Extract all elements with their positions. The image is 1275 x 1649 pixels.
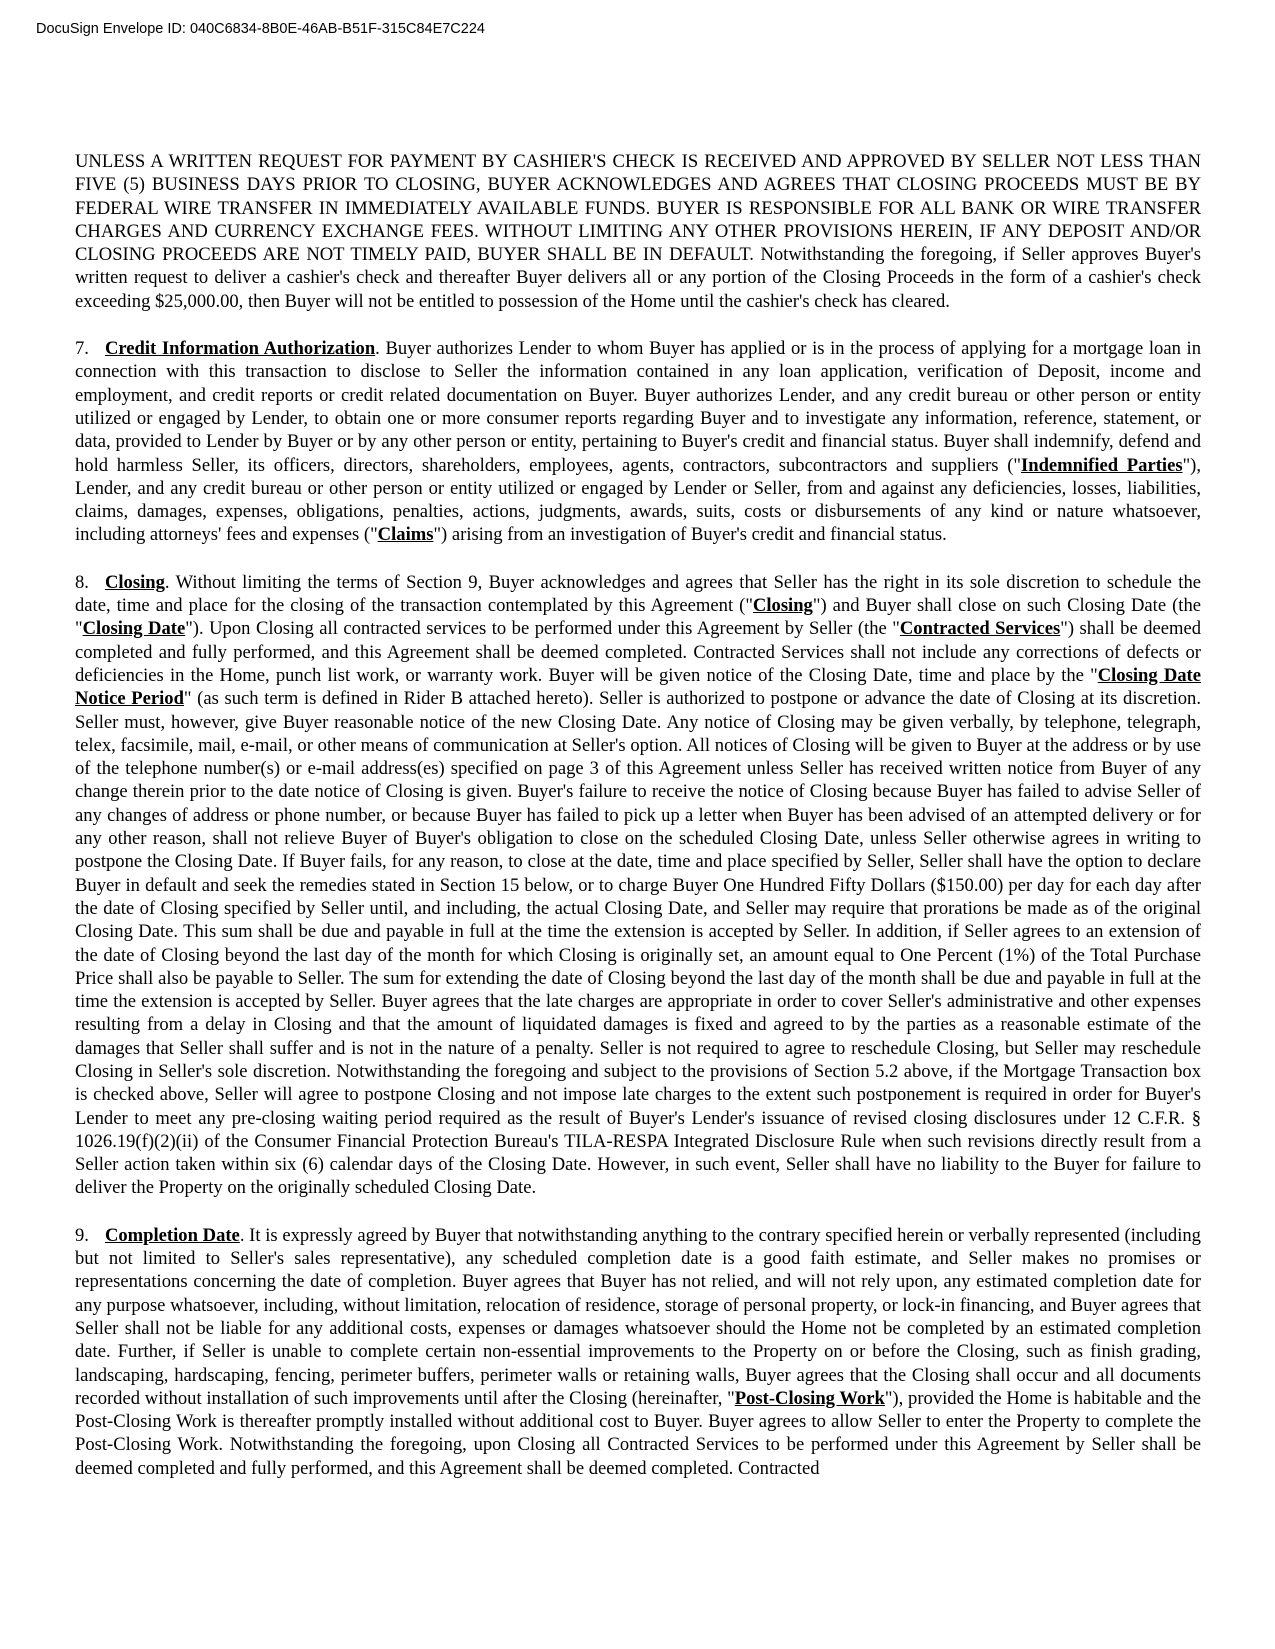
section-number: 9.	[75, 1224, 89, 1246]
section-number: 8.	[75, 571, 89, 593]
section-text: . It is expressly agreed by Buyer that notwithstanding anything to the contrary specified herein or verbally represented (including but not limited to Seller's sales representative), any scheduled completion date is a good faith estimate, and Seller makes no promises or representations concerning the date of completion. Buyer agrees that Buyer has not relied, and will not rely upon, any estimated completion date for any purpose whatsoever, including, without limitation, relocation of residence, storage of personal property, or lock-in financing, and Buyer agrees that Seller shall not be liable for any additional costs, expenses or damages whatsoever should the Home not be completed by an estimated completion date. Further, if Seller is unable to complete certain non-essential improvements to the Property on or before the Closing, such as finish grading, landscaping, hardscaping, fencing, perimeter buffers, perimeter walls or retaining walls, Buyer agrees that the Closing shall occur and all documents recorded without installation of such improvements until after the Closing (hereinafter, "	[75, 1224, 1201, 1409]
section-7-credit-information	[75, 337, 1201, 547]
section-text: ") and Buyer shall close on such Closing Date (the "	[75, 595, 1201, 640]
defined-term-closing-date: Closing Date	[82, 618, 186, 640]
section-8-closing	[75, 571, 1201, 1200]
section-title: Closing	[104, 571, 165, 593]
section-title: Completion Date	[104, 1224, 240, 1246]
payment-paragraph-text: UNLESS A WRITTEN REQUEST FOR PAYMENT BY CASHIER'S CHECK IS RECEIVED AND APPROVED BY SELLER NOT LESS THAN FIVE (5) BUSINESS DAYS PRIOR TO CLOSING, BUYER ACKNOWLEDGES AND AGREES THAT CLOSING PROCEEDS MUST BE BY FEDERAL WIRE TRANSFER IN IMMEDIATELY AVAILABLE FUNDS. BUYER IS RESPONSIBLE FOR ALL BANK OR WIRE TRANSFER CHARGES AND CURRENCY EXCHANGE FEES. WITHOUT LIMITING ANY OTHER PROVISIONS HEREIN, IF ANY DEPOSIT AND/OR CLOSING PROCEEDS ARE NOT TIMELY PAID, BUYER SHALL BE IN DEFAULT. Notwithstanding the foregoing, if Seller approves Buyer's written request to deliver a cashier's check and thereafter Buyer delivers all or any portion of the Closing Proceeds in the form of a cashier's check exceeding $25,000.00, then Buyer will not be entitled to possession of the Home until the cashier's check has cleared.	[75, 151, 1201, 312]
defined-term-post-closing-work: Post-Closing Work	[734, 1387, 885, 1409]
defined-term-closing: Closing	[752, 595, 813, 617]
section-text: "), provided the Home is habitable and the Post-Closing Work is thereafter promptly installed without additional cost to Buyer. Buyer agrees to allow Seller to enter the Property to complete the Post-Closing Work. Notwithstanding the foregoing, upon Closing all Contracted Services to be performed under this Agreement by Seller shall be deemed completed and fully performed, and this Agreement shall be deemed completed. Contracted	[75, 1387, 1201, 1479]
defined-term-indemnified-parties: Indemnified Parties	[1021, 454, 1183, 476]
section-text: ") arising from an investigation of Buyer's credit and financial status.	[433, 524, 947, 546]
section-text: "). Upon Closing all contracted services to be performed under this Agreement by Seller (the "	[185, 618, 900, 640]
section-text: . Without limiting the terms of Section 9, Buyer acknowledges and agrees that Seller has the right in its sole discretion to schedule the date, time and place for the closing of the transaction contemplated by this Agreement ("	[75, 571, 1201, 617]
section-9-completion-date	[75, 1224, 1201, 1480]
defined-term-contracted-services: Contracted Services	[899, 618, 1061, 640]
section-title: Credit Information Authorization	[104, 338, 376, 360]
payment-paragraph	[75, 150, 1201, 313]
document-body	[75, 150, 1201, 1504]
section-text: " (as such term is defined in Rider B attached hereto). Seller is authorized to postpone or advance the date of Closing at its discretion. Seller must, however, give Buyer reasonable notice of the new Closing Date. Any notice of Closing may be given verbally, by telephone, telegraph, telex, facsimile, mail, e-mail, or other means of communication at Seller's option. All notices of Closing will be given to Buyer at the address or by use of the telephone number(s) or e-mail address(es) specified on page 3 of this Agreement unless Seller has received written notice from Buyer of any change therein prior to the date notice of Closing is given. Buyer's failure to receive the notice of Closing because Buyer has failed to advise Seller of any changes of address or phone number, or because Buyer has failed to pick up a letter when Buyer has been advised of an attempted delivery or for any other reason, shall not relieve Buyer of Buyer's obligation to close on the scheduled Closing Date, unless Seller otherwise agrees in writing to postpone the Closing Date. If Buyer fails, for any reason, to close at the date, time and place specified by Seller, Seller shall have the option to declare Buyer in default and seek the remedies stated in Section 15 below, or to charge Buyer One Hundred Fifty Dollars ($150.00) per day for each day after the date of Closing specified by Seller until, and including, the actual Closing Date, and Seller may require that prorations be made as of the original Closing Date. This sum shall be due and payable in full at the time the extension is accepted by Seller. In addition, if Seller agrees to an extension of the date of Closing beyond the last day of the month for which Closing is originally set, an amount equal to One Percent (1%) of the Total Purchase Price shall also be payable to Seller. The sum for extending the date of Closing beyond the last day of the month shall be due and payable in full at the time the extension is accepted by Seller. Buyer agrees that the late charges are appropriate in order to cover Seller's administrative and other expenses resulting from a delay in Closing and that the amount of liquidated damages is fixed and agreed to by the parties as a reasonable estimate of the damages that Seller shall suffer and is not in the nature of a penalty. Seller is not required to agree to reschedule Closing, but Seller may reschedule Closing in Seller's sole discretion. Notwithstanding the foregoing and subject to the provisions of Section 5.2 above, if the Mortgage Transaction box is checked above, Seller will agree to postpone Closing and not impose late charges to the extent such postponement is required in order for Buyer's Lender to meet any pre-closing waiting period required as the result of Buyer's Lender's issuance of revised closing disclosures under 12 C.F.R. § 1026.19(f)(2)(ii) of the Consumer Financial Protection Bureau's TILA-RESPA Integrated Disclosure Rule when such revisions directly result from a Seller action taken within six (6) calendar days of the Closing Date. However, in such event, Seller shall have no liability to the Buyer for failure to deliver the Property on the originally scheduled Closing Date.	[75, 688, 1201, 1199]
section-text: "), Lender, and any credit bureau or other person or entity utilized or engaged by Lender or Seller, from and against any deficiencies, losses, liabilities, claims, damages, expenses, obligations, penalties, actions, judgments, awards, suits, costs or disbursements of any kind or nature whatsoever, including attorneys' fees and expenses ("	[75, 454, 1201, 546]
defined-term-closing-date-notice-period: Closing Date Notice Period	[75, 664, 1201, 710]
defined-term-claims: Claims	[377, 524, 434, 546]
section-text: . Buyer authorizes Lender to whom Buyer has applied or is in the process of applying for a mortgage loan in connection with this transaction to disclose to Seller the information contained in any loan application, verification of Deposit, income and employment, and credit reports or credit related documentation on Buyer. Buyer authorizes Lender, and any credit bureau or other person or entity utilized or engaged by Lender, to obtain one or more consumer reports regarding Buyer and to investigate any information, reference, statement, or data, provided to Lender by Buyer or by any other person or entity, pertaining to Buyer's credit and financial status. Buyer shall indemnify, defend and hold harmless Seller, its officers, directors, shareholders, employees, agents, contractors, subcontractors and suppliers ("	[75, 338, 1201, 476]
section-number: 7.	[75, 338, 89, 360]
docusign-envelope-id: DocuSign Envelope ID: 040C6834-8B0E-46AB-B51F-315C84E7C224	[36, 21, 485, 37]
section-text: ") shall be deemed completed and fully performed, and this Agreement shall be deemed completed. Contracted Services shall not include any corrections of defects or deficiencies in the Home, punch list work, or warranty work. Buyer will be given notice of the Closing Date, time and place by the "	[75, 618, 1202, 686]
